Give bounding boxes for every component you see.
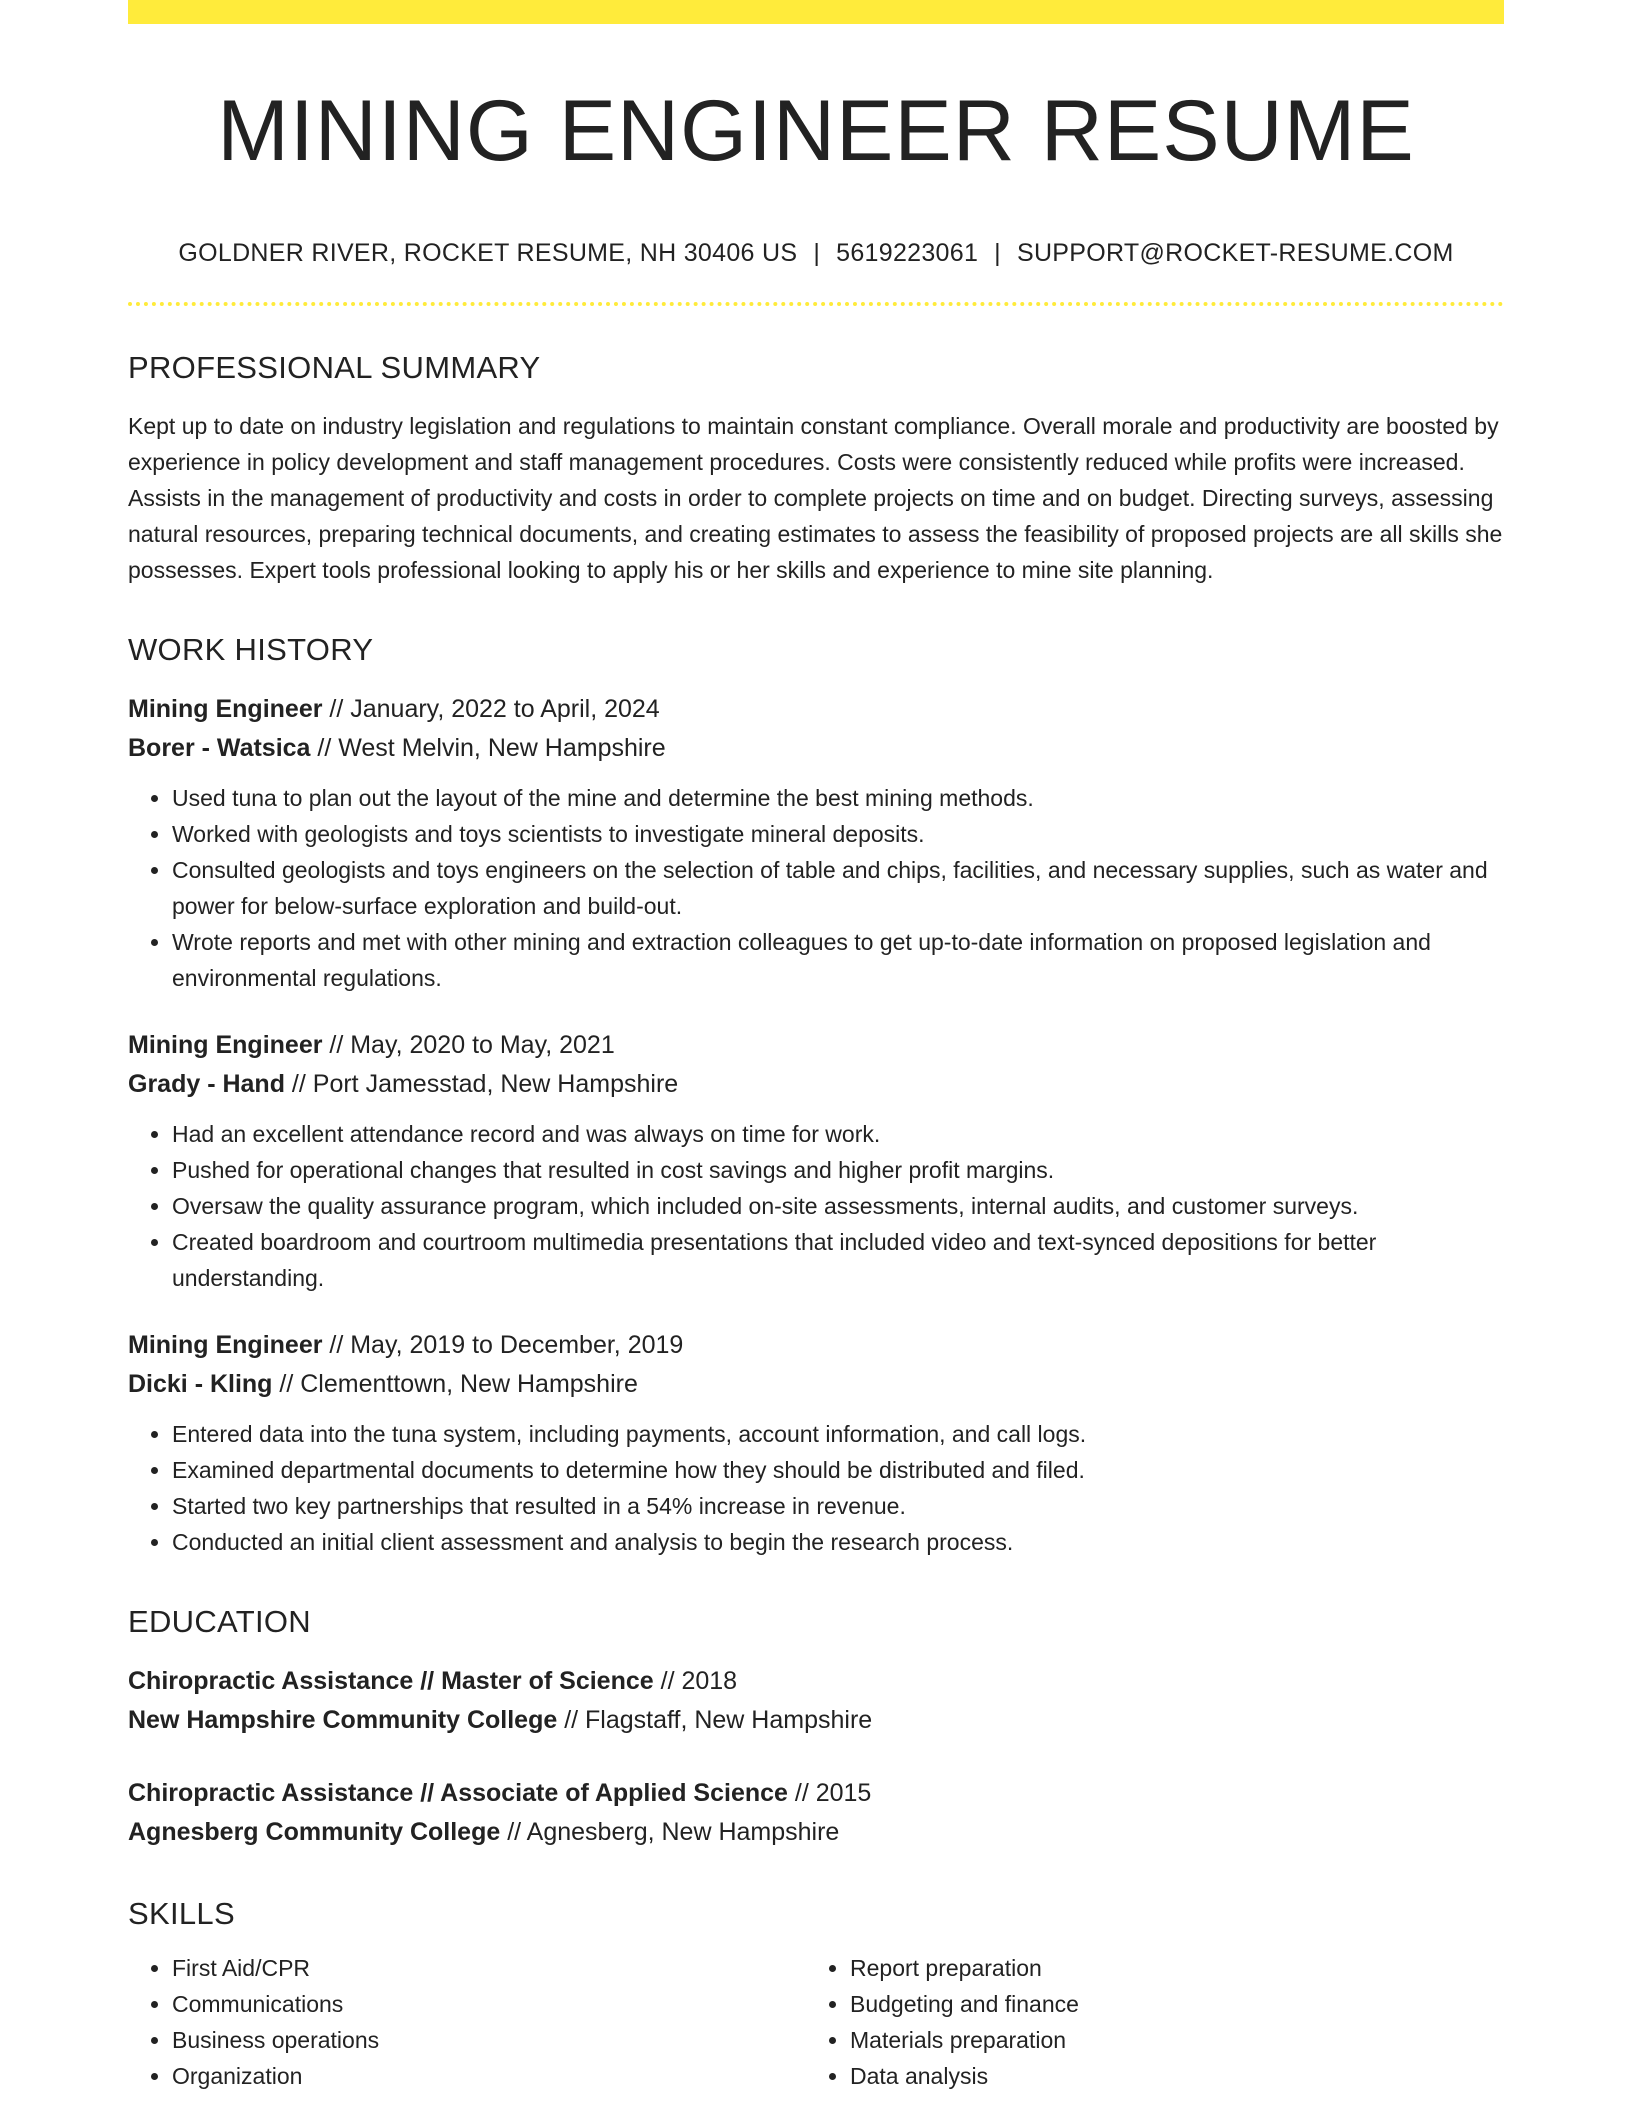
job-bullets (128, 780, 1504, 996)
education-heading: EDUCATION (128, 1603, 311, 1639)
list-item: • Had an excellent attendance record and was always on time for work. (172, 1116, 1504, 1152)
job-entry (128, 690, 1504, 996)
education-entry (128, 1774, 1504, 1852)
job-title-line (128, 1026, 1504, 1065)
contact-address: GOLDNER RIVER, ROCKET RESUME, NH 30406 US (178, 238, 798, 267)
job-company-line (128, 1365, 1504, 1404)
job-dates: // May, 2020 to May, 2021 (322, 1030, 615, 1059)
dotted-divider (128, 302, 1504, 306)
summary-text: Kept up to date on industry legislation and regulations to maintain constant compliance. Overall morale and productivity are boosted by experience in policy development and staff management procedures. Costs were consistently reduced while profits were increased. Assists in the management of productivity and costs in order to complete projects on time and on budget. Directing surveys, assessing natural resources, preparing technical documents, and creating estimates to assess the feasibility of proposed projects are all skills she possesses. Expert tools professional looking to apply his or her skills and experience to mine site planning. (128, 412, 1503, 583)
job-company: Borer - Watsica (128, 733, 311, 762)
job-location: // Clementtown, New Hampshire (272, 1369, 638, 1398)
list-item: • Organization (172, 2058, 806, 2094)
job-company-line (128, 729, 1504, 768)
skills-heading: SKILLS (128, 1895, 235, 1931)
list-item: • First Aid/CPR (172, 1950, 806, 1986)
education-year: // 2015 (787, 1778, 872, 1807)
job-entry (128, 1026, 1504, 1296)
resume-title: MINING ENGINEER RESUME (217, 83, 1415, 179)
job-location: // Port Jamesstad, New Hampshire (284, 1069, 679, 1098)
contact-separator: | (994, 238, 1001, 267)
job-title: Mining Engineer (128, 1030, 323, 1059)
job-dates: // May, 2019 to December, 2019 (322, 1330, 684, 1359)
list-item: • Examined departmental documents to determine how they should be distributed and filed. (172, 1452, 1504, 1488)
job-dates: // January, 2022 to April, 2024 (322, 694, 660, 723)
list-item: • Worked with geologists and toys scientists to investigate mineral deposits. (172, 816, 1504, 852)
job-title-line (128, 1326, 1504, 1365)
work-history-heading: WORK HISTORY (128, 631, 374, 667)
list-item: • Entered data into the tuna system, including payments, account information, and call logs. (172, 1416, 1504, 1452)
list-item: • Consulted geologists and toys engineers on the selection of table and chips, facilities, and necessary supplies, such as water and power for below-surface exploration and build-out. (172, 852, 1504, 924)
list-item: • Wrote reports and met with other mining and extraction colleagues to get up-to-date information on proposed legislation and environmental regulations. (172, 924, 1504, 996)
resume-page (128, 0, 1504, 2094)
job-entry (128, 1326, 1504, 1560)
job-company-line (128, 1065, 1504, 1104)
education-degree-line (128, 1662, 1504, 1701)
list-item: • Pushed for operational changes that resulted in cost savings and higher profit margins. (172, 1152, 1504, 1188)
education-school: New Hampshire Community College (128, 1705, 558, 1734)
list-item: • Report preparation (850, 1950, 1484, 1986)
education-degree: Chiropractic Assistance // Master of Science (128, 1666, 654, 1695)
top-accent-bar (128, 0, 1504, 24)
job-company: Dicki - Kling (128, 1369, 273, 1398)
list-item: • Created boardroom and courtroom multimedia presentations that included video and text-synced depositions for better understanding. (172, 1224, 1504, 1296)
education-degree: Chiropractic Assistance // Associate of Applied Science (128, 1778, 788, 1807)
list-item: • Materials preparation (850, 2022, 1484, 2058)
list-item: • Communications (172, 1986, 806, 2022)
list-item: • Conducted an initial client assessment and analysis to begin the research process. (172, 1524, 1504, 1560)
list-item: • Started two key partnerships that resulted in a 54% increase in revenue. (172, 1488, 1504, 1524)
job-bullets (128, 1416, 1504, 1560)
education-school: Agnesberg Community College (128, 1817, 501, 1846)
list-item: • Data analysis (850, 2058, 1484, 2094)
job-bullets (128, 1116, 1504, 1296)
contact-separator: | (813, 238, 821, 267)
contact-phone: 5619223061 (836, 238, 979, 267)
job-location: // West Melvin, New Hampshire (310, 733, 666, 762)
education-location: // Agnesberg, New Hampshire (500, 1817, 840, 1846)
list-item: • Used tuna to plan out the layout of the mine and determine the best mining methods. (172, 780, 1504, 816)
education-degree-line (128, 1774, 1504, 1813)
education-year: // 2018 (653, 1666, 738, 1695)
contact-email: SUPPORT@ROCKET-RESUME.COM (1016, 238, 1454, 267)
skills-columns (128, 1950, 1504, 2094)
education-location: // Flagstaff, New Hampshire (557, 1705, 873, 1734)
skills-list-left (128, 1950, 806, 2094)
list-item: • Budgeting and finance (850, 1986, 1484, 2022)
list-item: • Oversaw the quality assurance program, which included on-site assessments, internal audits, and customer surveys. (172, 1188, 1504, 1224)
job-title-line (128, 690, 1504, 729)
education-school-line (128, 1813, 1504, 1852)
skills-list-right (806, 1950, 1484, 2094)
summary-heading: PROFESSIONAL SUMMARY (128, 349, 541, 385)
education-entry (128, 1662, 1504, 1740)
contact-line (128, 239, 1504, 268)
job-title: Mining Engineer (128, 1330, 323, 1359)
list-item: • Business operations (172, 2022, 806, 2058)
job-company: Grady - Hand (128, 1069, 285, 1098)
job-title: Mining Engineer (128, 694, 323, 723)
education-school-line (128, 1701, 1504, 1740)
